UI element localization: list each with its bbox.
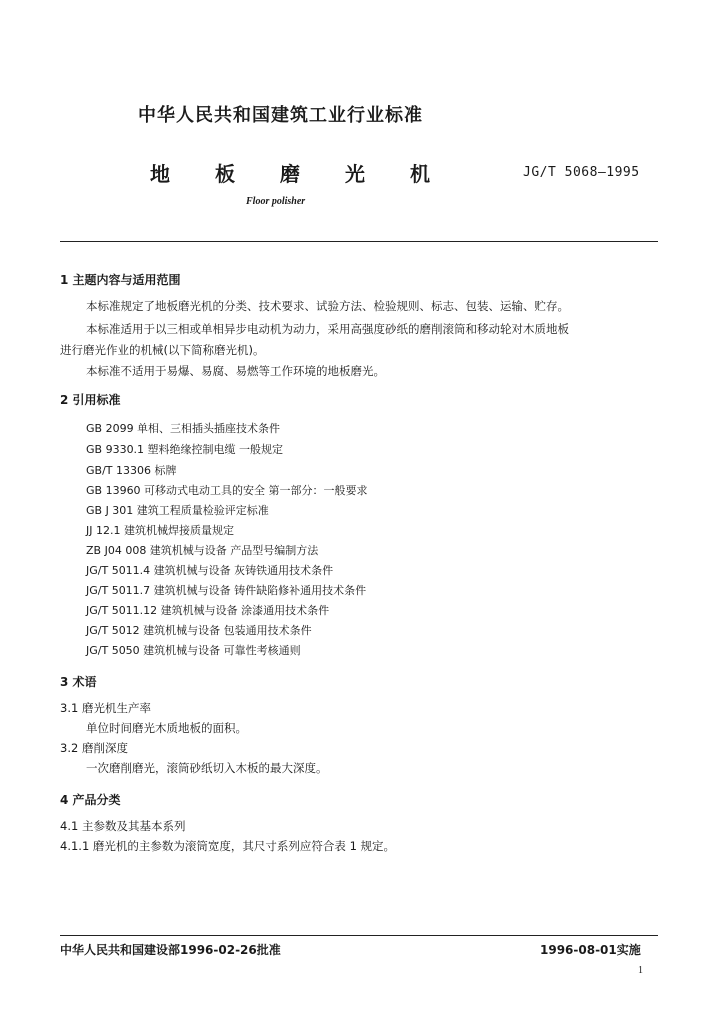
section-1-paragraph: 本标准适用于以三相或单相异步电动机为动力，采用高强度砂纸的磨削滚筒和移动轮对木质地板 bbox=[86, 322, 569, 336]
implementation-date: 1996-08-01实施 bbox=[540, 943, 641, 957]
reference-item: JG/T 5011.4 建筑机械与设备 灰铸铁通用技术条件 bbox=[86, 564, 334, 577]
title-char: 地 bbox=[150, 162, 170, 186]
reference-item: JG/T 5011.12 建筑机械与设备 涂漆通用技术条件 bbox=[86, 604, 330, 617]
section-1-paragraph: 本标准不适用于易爆、易腐、易燃等工作环境的地板磨光。 bbox=[86, 364, 385, 378]
reference-item: GB/T 13306 标牌 bbox=[86, 464, 177, 477]
reference-item: JG/T 5050 建筑机械与设备 可靠性考核通则 bbox=[86, 644, 301, 657]
section-1-heading: 1 主题内容与适用范围 bbox=[60, 273, 181, 287]
page-number: 1 bbox=[638, 965, 643, 976]
reference-item: GB 9330.1 塑料绝缘控制电缆 一般规定 bbox=[86, 443, 284, 456]
section-2-heading: 2 引用标准 bbox=[60, 393, 121, 407]
english-title: Floor polisher bbox=[246, 196, 306, 207]
subsection-text: 一次磨削磨光，滚筒砂纸切入木板的最大深度。 bbox=[86, 761, 328, 775]
reference-item: ZB J04 008 建筑机械与设备 产品型号编制方法 bbox=[86, 544, 319, 557]
approval-statement: 中华人民共和国建设部1996-02-26批准 bbox=[60, 943, 281, 957]
subsection-heading: 4.1 主参数及其基本系列 bbox=[60, 819, 186, 833]
title-char: 机 bbox=[410, 162, 430, 186]
title-char: 板 bbox=[215, 162, 235, 186]
reference-item: JJ 12.1 建筑机械焊接质量规定 bbox=[86, 524, 234, 537]
section-1-paragraph: 进行磨光作业的机械(以下简称磨光机)。 bbox=[60, 343, 265, 357]
reference-item: GB 2099 单相、三相插头插座技术条件 bbox=[86, 422, 281, 435]
reference-item: JG/T 5012 建筑机械与设备 包装通用技术条件 bbox=[86, 624, 312, 637]
subsection-text: 4.1.1 磨光机的主参数为滚筒宽度，其尺寸系列应符合表 1 规定。 bbox=[60, 839, 396, 853]
header-divider bbox=[60, 241, 658, 242]
title-char: 光 bbox=[345, 162, 365, 186]
section-3-heading: 3 术语 bbox=[60, 675, 97, 689]
reference-item: GB 13960 可移动式电动工具的安全 第一部分：一般要求 bbox=[86, 484, 368, 497]
reference-item: JG/T 5011.7 建筑机械与设备 铸件缺陷修补通用技术条件 bbox=[86, 584, 367, 597]
footer-divider bbox=[60, 935, 658, 936]
title-char: 磨 bbox=[280, 162, 300, 186]
document-title bbox=[150, 158, 430, 187]
section-4-heading: 4 产品分类 bbox=[60, 793, 121, 807]
subsection-heading: 3.1 磨光机生产率 bbox=[60, 701, 151, 715]
standard-code: JG/T 5068—1995 bbox=[523, 165, 640, 180]
subsection-heading: 3.2 磨削深度 bbox=[60, 741, 128, 755]
subsection-text: 单位时间磨光木质地板的面积。 bbox=[86, 721, 247, 735]
section-1-paragraph: 本标准规定了地板磨光机的分类、技术要求、试验方法、检验规则、标志、包装、运输、贮存。 bbox=[86, 299, 569, 313]
reference-item: GB J 301 建筑工程质量检验评定标准 bbox=[86, 504, 269, 517]
standard-organization: 中华人民共和国建筑工业行业标准 bbox=[138, 105, 423, 126]
